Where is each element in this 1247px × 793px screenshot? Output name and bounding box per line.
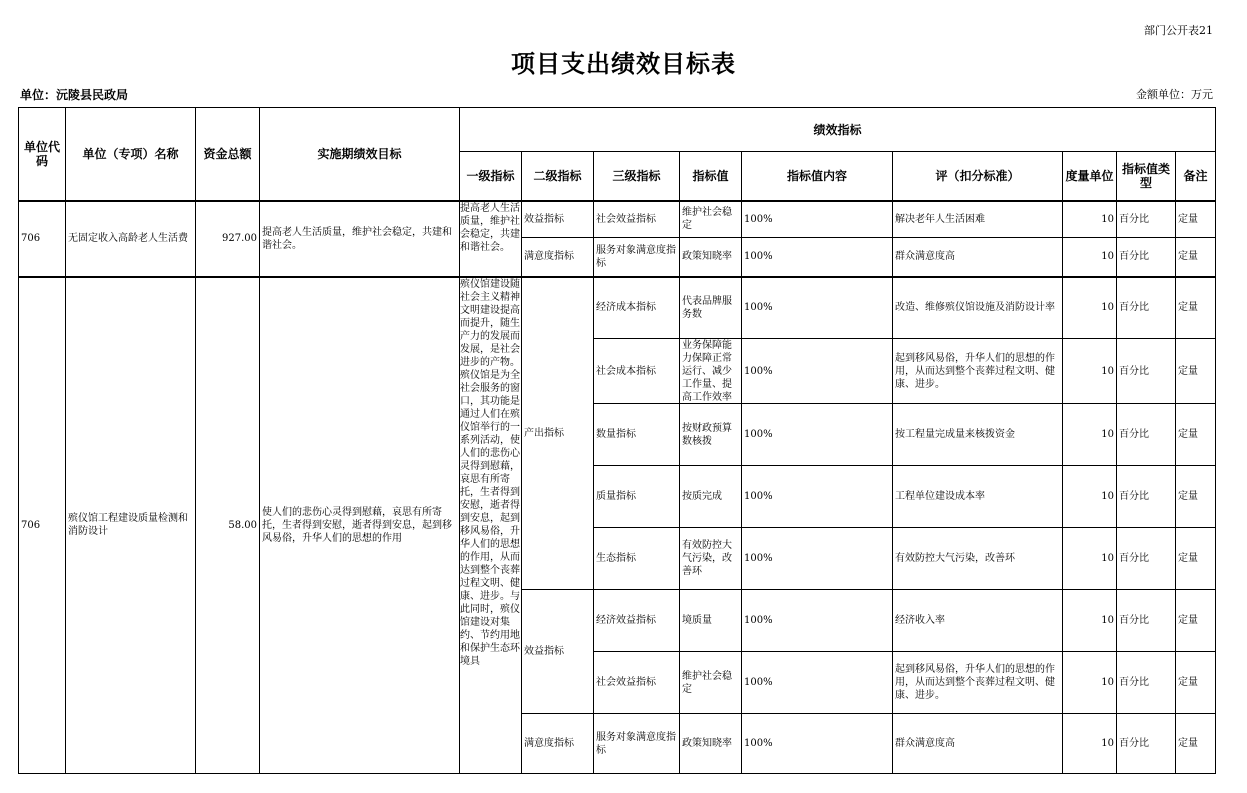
indicator-content: 100% [742,339,893,404]
scoring-criteria: 改造、维修殡仪馆设施及消防设计率 [893,277,1063,339]
value-type: 百分比 [1117,528,1176,590]
header-goal: 实施期绩效目标 [260,108,460,201]
value-type: 百分比 [1117,339,1176,404]
project-goal: 提高老人生活质量，维护社会稳定，共建和谐社会。 [260,201,460,277]
measure-value: 10 [1063,339,1117,404]
project-code: 706 [19,201,66,277]
scoring-criteria: 按工程量完成量来核拨资金 [893,404,1063,466]
indicator-content: 100% [742,590,893,652]
unit-label: 单位：沅陵县民政局 [20,88,129,102]
indicator-value: 政策知晓率 [680,238,742,277]
level2-indicator: 效益指标 [522,201,594,238]
measure-value: 10 [1063,201,1117,238]
level3-indicator: 质量指标 [594,466,680,528]
remark: 定量 [1176,277,1216,339]
indicator-value: 境质量 [680,590,742,652]
level2-indicator: 满意度指标 [522,238,594,277]
measure-value: 10 [1063,590,1117,652]
measure-value: 10 [1063,404,1117,466]
value-type: 百分比 [1117,466,1176,528]
indicator-value: 政策知晓率 [680,714,742,774]
page-title: 项目支出绩效目标表 [511,50,736,78]
indicator-value: 维护社会稳定 [680,652,742,714]
indicator-value: 按财政预算数核拨 [680,404,742,466]
indicator-value: 业务保障能力保障正常运行、减少工作量、提高工作效率 [682,340,732,403]
remark: 定量 [1176,339,1216,404]
indicator-content: 100% [742,277,893,339]
indicator-content: 100% [742,201,893,238]
remark: 定量 [1176,528,1216,590]
value-type: 百分比 [1117,277,1176,339]
header-criteria: 评（扣分标准） [893,152,1063,201]
remark: 定量 [1176,590,1216,652]
indicator-value: 按质完成 [680,466,742,528]
header-value: 指标值 [680,152,742,201]
project-name: 无固定收入高龄老人生活费 [66,201,196,277]
level3-indicator: 社会成本指标 [594,339,680,404]
project-amount: 927.00 [196,201,260,277]
measure-value: 10 [1063,652,1117,714]
level2-indicator: 满意度指标 [522,714,594,774]
header-level1: 一级指标 [460,152,522,201]
indicator-content: 100% [742,528,893,590]
scoring-criteria: 群众满意度高 [893,714,1063,774]
level3-indicator: 生态指标 [594,528,680,590]
measure-value: 10 [1063,714,1117,774]
level3-indicator: 社会效益指标 [594,652,680,714]
indicator-content: 100% [742,404,893,466]
level2-indicator: 产出指标 [522,277,594,590]
header-level3: 三级指标 [594,152,680,201]
table-row [19,277,1216,339]
remark: 定量 [1176,466,1216,528]
measure-value: 10 [1063,466,1117,528]
remark: 定量 [1176,404,1216,466]
project-goal: 使人们的悲伤心灵得到慰藉，哀思有所寄托，生者得到安慰，逝者得到安息，起到移风易俗，升华人们的思想的作用 [260,277,460,774]
level3-indicator: 数量指标 [594,404,680,466]
scoring-criteria: 有效防控大气污染，改善环 [893,528,1063,590]
indicator-value: 有效防控大气污染，改善环 [680,528,742,590]
remark: 定量 [1176,201,1216,238]
project-name: 殡仪馆工程建设质量检测和消防设计 [66,277,196,774]
header-name: 单位（专项）名称 [66,108,196,201]
header-code: 单位代码 [19,108,66,201]
indicator-value: 代表品牌服务数 [680,277,742,339]
value-type: 百分比 [1117,590,1176,652]
scoring-criteria: 群众满意度高 [893,238,1063,277]
indicator-value: 维护社会稳定 [680,201,742,238]
level3-indicator: 服务对象满意度指标 [594,714,680,774]
header-remark: 备注 [1176,152,1216,201]
level3-indicator: 经济效益指标 [594,590,680,652]
scoring-criteria: 经济收入率 [893,590,1063,652]
remark: 定量 [1176,652,1216,714]
indicator-content: 100% [742,714,893,774]
scoring-criteria: 起到移风易俗，升华人们的思想的作用，从而达到整个丧葬过程文明、健康、进步。 [893,339,1063,404]
header-content: 指标值内容 [742,152,893,201]
value-type: 百分比 [1117,238,1176,277]
indicator-content: 100% [742,466,893,528]
header-unit: 度量单位 [1063,152,1117,201]
scoring-criteria: 起到移风易俗，升华人们的思想的作用，从而达到整个丧葬过程文明、健康、进步。 [893,652,1063,714]
indicator-content: 100% [742,238,893,277]
project-code: 706 [19,277,66,774]
table-row [19,201,1216,238]
value-type: 百分比 [1117,404,1176,466]
measure-value: 10 [1063,238,1117,277]
scoring-criteria: 解决老年人生活困难 [893,201,1063,238]
remark: 定量 [1176,238,1216,277]
header-indicators: 绩效指标 [460,108,1216,152]
measure-value: 10 [1063,528,1117,590]
value-type: 百分比 [1117,652,1176,714]
header-type: 指标值类型 [1117,152,1176,201]
form-number: 部门公开表21 [1144,24,1213,37]
level3-indicator: 经济成本指标 [594,277,680,339]
level2-indicator: 效益指标 [522,590,594,714]
performance-table [18,107,1216,774]
header-level2: 二级指标 [522,152,594,201]
money-unit-label: 金额单位：万元 [1136,88,1213,101]
value-type: 百分比 [1117,201,1176,238]
measure-value: 10 [1063,277,1117,339]
indicator-content: 100% [742,652,893,714]
level1-indicator: 提高老人生活质量，维护社会稳定，共建和谐社会。 [460,202,520,253]
level1-indicator: 殡仪馆建设随社会主义精神文明建设提高而提升，随生产力的发展而发展，是社会进步的产物。殡仪馆是为全社会服务的窗口，其功能是通过人们在殡仪馆举行的一系列活动，使人们的悲伤心灵得到慰藉，哀思有所寄托，生者得到安慰，逝者得到安息，起到移风易俗，升华人们的思想的作用，从而达到整个丧葬过程文明、健康、进步。与此同时，殡仪馆建设对集约、节约用地和保护生态环境具 [460,278,520,667]
remark: 定量 [1176,714,1216,774]
value-type: 百分比 [1117,714,1176,774]
level3-indicator: 服务对象满意度指标 [594,238,680,277]
header-total: 资金总额 [196,108,260,201]
level3-indicator: 社会效益指标 [594,201,680,238]
scoring-criteria: 工程单位建设成本率 [893,466,1063,528]
project-amount: 58.00 [196,277,260,774]
